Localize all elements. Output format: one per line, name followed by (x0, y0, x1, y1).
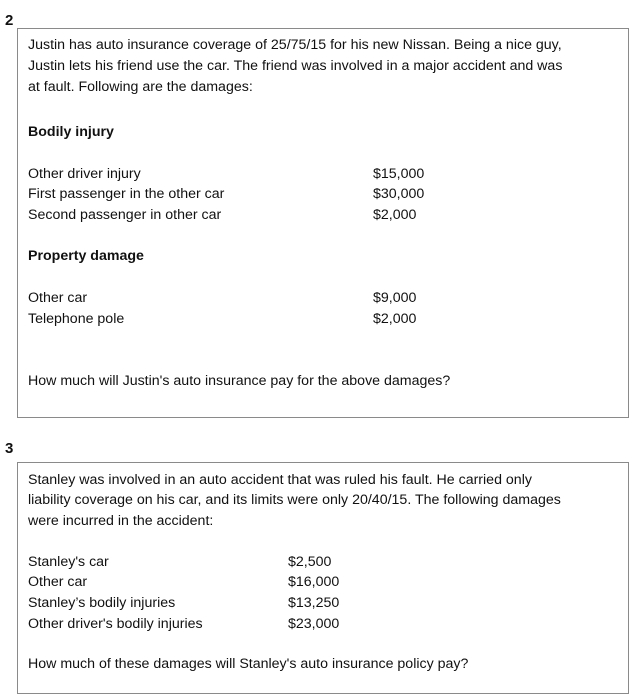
question-3-box (17, 462, 629, 694)
q2-property-item-amount: $2,000 (373, 311, 417, 327)
q2-intro-line-2: Justin lets his friend use the car. The friend was involved in a major accident and was (28, 58, 563, 74)
q2-property-damage-heading: Property damage (28, 248, 144, 264)
q3-item-amount: $16,000 (288, 574, 340, 590)
q3-item-amount: $13,250 (288, 595, 340, 611)
q2-bodily-item-label: First passenger in the other car (28, 186, 225, 202)
q3-item-label: Stanley’s bodily injuries (28, 595, 176, 611)
q3-item-amount: $23,000 (288, 616, 340, 632)
question-number-3: 3 (5, 440, 14, 457)
q2-intro-line-3: at fault. Following are the damages: (28, 79, 253, 95)
q3-item-label: Stanley's car (28, 554, 109, 570)
q2-bodily-item-amount: $30,000 (373, 186, 425, 202)
q2-question: How much will Justin's auto insurance pay for the above damages? (28, 373, 451, 389)
q2-property-item-amount: $9,000 (373, 290, 417, 306)
q3-intro-line-3: were incurred in the accident: (28, 513, 214, 529)
q3-question: How much of these damages will Stanley's auto insurance policy pay? (28, 656, 469, 672)
q2-property-item-label: Telephone pole (28, 311, 125, 327)
q2-bodily-item-amount: $15,000 (373, 166, 425, 182)
q3-item-label: Other driver's bodily injuries (28, 616, 203, 632)
q2-bodily-item-amount: $2,000 (373, 207, 417, 223)
q3-intro-line-1: Stanley was involved in an auto accident that was ruled his fault. He carried only (28, 472, 532, 488)
q2-property-item-label: Other car (28, 290, 88, 306)
q2-bodily-item-label: Other driver injury (28, 166, 141, 182)
q3-item-amount: $2,500 (288, 554, 332, 570)
q3-item-label: Other car (28, 574, 88, 590)
q2-bodily-item-label: Second passenger in other car (28, 207, 222, 223)
q3-intro-line-2: liability coverage on his car, and its limits were only 20/40/15. The following damages (28, 492, 561, 508)
question-2-box (17, 28, 629, 418)
question-number-2: 2 (5, 12, 14, 29)
q2-intro-line-1: Justin has auto insurance coverage of 25/75/15 for his new Nissan. Being a nice guy, (28, 37, 562, 53)
q2-bodily-injury-heading: Bodily injury (28, 124, 114, 140)
